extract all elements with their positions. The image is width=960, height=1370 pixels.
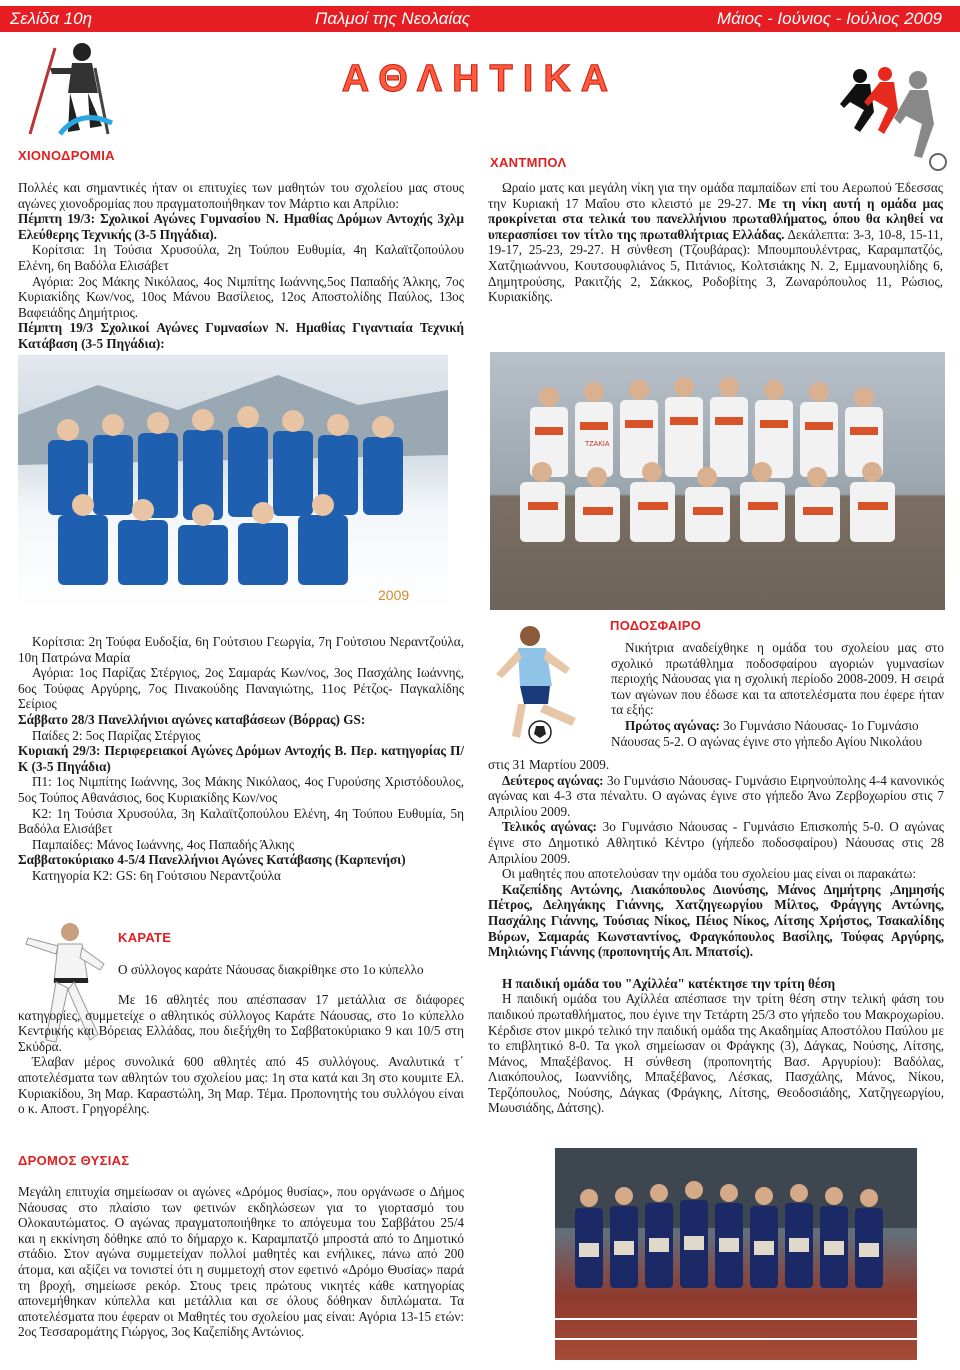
ski-cat: Κατηγορία Κ2: GS: 6η Γούτσιου Νεραντζούλα — [32, 867, 281, 883]
kids-title — [488, 976, 944, 992]
handball-text — [488, 180, 943, 305]
ski-k2: Κ2: 1η Τούσια Χρυσούλα, 3η Καλαϊτζοπούλου Ελένη, 4η Τούπου Ευθυμία, 5η Βαδόλα Ελισάβετ — [18, 805, 464, 837]
footballer-icon — [490, 620, 600, 750]
football-g1-text-a: 3ο Γυμνάσιο Νάουσας- 1ο Γυμνάσιο — [723, 717, 919, 733]
football-g2-text: 3ο Γυμνάσιο Νάουσας- Γυμνάσιο Ειρηνούπολης 4-4 κανονικός αγώνας και 4-3 στα πέναλτυ. Ο αγώνας έγινε στο γήπεδο Άνω Ζερβοχωρίου στις 7 Απριλίου 2009. — [488, 772, 945, 819]
header-bar — [0, 6, 960, 32]
football-g1-line1 — [611, 718, 944, 734]
ski-boys1: Αγόρια: 2ος Μάκης Νικόλαος, 4ος Νιμπίτης Ιωάννης,5ος Παπαδής Άλκης, 7ος Κυριακίδης Κων/νος, 10ος Μάνου Βασίλειος, 12ος Αποστολίδης Παύλος, 13ος Βαφειάδης Δημήτριος. — [18, 273, 464, 320]
kids-title-text: Η παιδική ομάδα του "Αχίλλέα" κατέκτησε την τρίτη θέση — [502, 975, 836, 991]
ski-girls1: Κορίτσια: 1η Τούσια Χρυσούλα, 2η Τούπου Ευθυμία, 4η Καλαϊτζοπούλου Ελένη, 6η Βαδόλα Ελισάβετ — [18, 242, 464, 273]
karate-line1: Ο σύλλογος καράτε Νάουσας διακρίθηκε στο 1ο κύπελλο — [118, 962, 424, 977]
handball-text1: Ωραίο ματς και μεγάλη νίκη για την ομάδα παμπαίδων επί του Αερωπού Έδεσσας την Κυριακή 17 Μαΐου στο κλειστό με 29-27. — [488, 180, 943, 211]
ski-team-photo — [18, 355, 448, 610]
photo-year: 2009 — [378, 587, 410, 603]
football-g1-line2: Νάουσας 5-2. Ο αγώνας έγινε στο γήπεδο Αγίου Νικολάου — [611, 733, 923, 749]
football-players — [488, 882, 944, 960]
football-g2 — [488, 773, 944, 820]
ski-event3 — [18, 712, 464, 728]
handball-para — [488, 180, 943, 305]
section-title: ΑΘΛΗΤΙΚΑ — [341, 58, 619, 100]
kids-text: Η παιδική ομάδα του Αχίλλέα απέσπασε την τρίτη θέση στην τελική φάση του παιδικού πρωταθλήματος, που έγινε την Τετάρτη 25/3 στο γήπεδο του Μακροχωρίου. Κέρδισε στον μικρό τελικό την παιδική ομάδα της Ακαδημίας Αποστόλου Παύλου με το επιβλητικό 8-0. Τα γκολ σημείωσαν οι Φράγκης (3), Δάγκας, Νούσης, Λίτσης, Μάνος, Μπαξέβανος. Η σύνθεση (προπονητής Βασ. Αργυρίου): Βαδόλας, Λιακόπουλος, Ιωαννίδης, Μπαξέβανος, Λέσκας, Πασχάλης, Μάνος, Νίκου, Τερζόπουλος, Νούσης, Δάγκας (Φράγκης, Λίτσης, Θεοδοσιάδης, Χατζηγεωργίου, Μωυσιάδης, Δάτσης). — [488, 991, 944, 1116]
football-g3-label: Τελικός αγώνας: — [502, 819, 597, 835]
football-players-intro: Οι μαθητές που αποτελούσαν την ομάδα του σχολείου μας είναι οι παρακάτω: — [502, 866, 917, 882]
ski-p1: Π1: 1ος Νιμπίτης Ιωάννης, 3ος Μάκης Νικόλαος, 4ος Γυρούσης Χριστόδουλος, 5ος Τούπος Αθανάσιος, 6ος Κυριακίδης Κων/νος — [18, 774, 464, 805]
ski-text-top — [18, 180, 464, 352]
football-g1-label: Πρώτος αγώνας: — [625, 717, 720, 733]
ski-event3-text: Σάββατο 28/3 Πανελλήνιοι αγώνες καταβάσεων (Βόρρας) GS: — [18, 711, 366, 727]
football-g1-line3: στις 31 Μαρτίου 2009. — [488, 757, 610, 772]
ski-title: ΧΙΟΝΟΔΡΟΜΙΑ — [18, 148, 115, 163]
issue-date: Μάιος - Ιούνιος - Ιούλιος 2009 — [716, 9, 942, 28]
ski-boys2: Αγόρια: 1ος Παρίζας Στέργιος, 2ος Σαμαράς Κων/νος, 3ος Πασχάλης Ιωάννης, 6ος Τούφας Αργύρης, 7ος Πινακούδης Παναγιώτης, 11ος Ρέτζος- Παγκαλίδης Σείριος — [18, 665, 464, 712]
newspaper-name: Παλμοί της Νεολαίας — [315, 9, 471, 28]
ski-event4 — [18, 743, 464, 774]
ski-girls2: Κορίτσια: 2η Τούφα Ευδοξία, 6η Γούτσιου Γεωργία, 7η Γούτσιου Νεραντζούλα, 10η Πατρώνα Μαρία — [18, 634, 464, 665]
football-players-text: Καζεπίδης Αντώνης, Λιακόπουλος Διονύσης, Μάνος Δημήτρης ,Δημησής Πέτρος, Δεληγάκης Γιάννης, Χατζηγεωργίου Μίλτος, Φράγγης Αντώνης, Πασχάλης Γιάννης, Τούσιας Νίκος, Πέιος Νίκος, Λίτσης Χρήστος, Τσακαλίδης Βύρων, Σαμαράς Κωνσταντίνος, Φραγκόπουλος Βασίλης, Τούφας Αργύρης, Μηλιώνης Γιάννης (προπονητής Απ. Μπατσίς). — [488, 881, 944, 960]
football-g3-text: 3ο Γυμνάσιο Νάουσας - Γυμνάσιο Επισκοπής 5-0. Ο αγώνας έγινε στο Δημοτικό Αθλητικό Κέντρο (γήπεδο ποδοσφαίρου) Νάουσας στις 28 Απριλίου 2009. — [488, 819, 944, 866]
race-title: ΔΡΟΜΟΣ ΘΥΣΙΑΣ — [18, 1153, 130, 1168]
ski-event2 — [18, 320, 464, 351]
ski-event5-text: Σαββατοκύριακο 4-5/4 Πανελλήνιοι Αγώνες Κατάβασης (Καρπενήσι) — [18, 852, 406, 868]
skier-icon — [20, 38, 120, 138]
ski-event2-text: Πέμπτη 19/3 Σχολικοί Αγώνες Γυμνασίων Ν. Ημαθίας Γιγαντιαία Τεχνική Κατάβαση (3-5 Πηγάδια): — [18, 320, 464, 351]
football-g3 — [488, 819, 944, 866]
ski-event1-text: Πέμπτη 19/3: Σχολικοί Αγώνες Γυμνασίου Ν. Ημαθίας Δρόμων Αντοχής 3χλμ Ελεύθερης Τεχνικής (3-5 Πηγάδια). — [18, 211, 464, 242]
ski-event1 — [18, 211, 464, 242]
race-photo — [555, 1148, 917, 1360]
karate-text — [18, 992, 464, 1117]
race-text: Μεγάλη επιτυχία σημείωσαν οι αγώνες «Δρόμος θυσίας», που οργάνωσε ο Δήμος Νάουσας στο πλαίσιο των φετινών εκδηλώσεων για το γιορτασμό του Ολοκαυτώματος. Ο αγώνας πραγματοποιήθηκε το απόγευμα του Σαββάτου 25/4 και η εκκίνηση δόθηκε από το δήμαρχο κ. Καραμπατζό μπροστά από το Δημοτικό στάδιο. Στον αγώνα συμμετείχαν πολλοί μαθητές και ενήλικες, πάνω από 200 άτομα, και αξίζει να τονιστεί ότι η συμμετοχή στον εφετινό «Δρόμο Θυσίας» παρά τη βροχή, σημείωσε ρεκόρ. Στους τρεις πρώτους νικητές κάθε κατηγορίας απονεμήθηκαν κύπελλα και μετάλλια και σε όλους δόθηκαν διπλώματα. Τα αποτελέσματα που έφεραν οι Μαθητές του σχολείου μας είναι: Αγόρια 13-15 ετών: 2ος Τεσσαρομάτης Γιώργος, 3ος Καζεπίδης Αντώνιος. — [18, 1184, 464, 1340]
karate-title: ΚΑΡΑΤΕ — [118, 930, 172, 945]
ski-pamp: Παμπαίδες: Μάνος Ιωάννης, 4ος Παπαδής Άλκης — [32, 836, 295, 852]
handball-team-photo — [490, 352, 945, 610]
football-text-top — [611, 640, 944, 749]
ski-text-bottom — [18, 634, 464, 884]
handball-title: ΧΑΝΤΜΠΟΛ — [490, 155, 567, 170]
ski-event5 — [18, 852, 464, 868]
karate-para2: Έλαβαν μέρος συνολικά 600 αθλητές από 45 συλλόγους. Αναλυτικά τ΄ αποτελέσματα των αθλητών του σχολείου μας: 1η στα κατά και 3η στο κουμιτε Ελ. Κυριακίδου, 3η Μαρ. Καραστώλη, 3η Μαρ. Τέμα. Προπονητής του συλλόγου είναι ο κ. Αποστ. Γρηγορέλης. — [18, 1054, 464, 1117]
football-g2-label: Δεύτερος αγώνας: — [502, 772, 604, 788]
page-number: Σελίδα 10η — [10, 9, 93, 28]
ski-line3: Παίδες 2: 5ος Παρίζας Στέργιος — [32, 727, 201, 743]
ski-intro: Πολλές και σημαντικές ήταν οι επιτυχίες των μαθητών του σχολείου μας στους αγώνες χιονοδρομίας που πραγματοποιήθηκαν τον Μάρτιο και Απρίλιο: — [18, 180, 464, 211]
ski-event4-text: Κυριακή 29/3: Περιφερειακοί Αγώνες Δρόμων Αντοχής Β. Περ. κατηγορίας Π/Κ (3-5 Πηγάδια) — [18, 743, 464, 774]
football-text-main — [488, 757, 944, 1116]
karate-para1: Με 16 αθλητές που απέσπασαν 17 μετάλλια σε διάφορες κατηγορίες, συμμετείχε ο αθλητικός σύλλογος Καράτε Νάουσας, στο 1ο κύπελλο Κεντρικής και Βόρειας Ελλάδας, που διεξήχθη το Σαββατοκύριακο 9 και 10/5 στη Σκύδρα. — [18, 992, 464, 1054]
football-title: ΠΟΔΟΣΦΑΙΡΟ — [610, 618, 702, 633]
runners-icon — [830, 62, 955, 172]
handball-text2: Δεκάλεπτα: 3-3, 10-8, 15-11, 19-17, 25-23, 29-27. Η σύνθεση (Τζουβάρας): Μπουμπουλέντρας, Καραμπατζός, Χατζηιωάννου, Κουτσουφλιάνος 5, Πιτάνιος, Κολτσιάκης Ν. 2, Εμμανουηλίδης 6, Δημητρούσης, Ρακιτζής 2, Σάκκος, Ροδοβίτης 3, Ζωναρόπουλος 11, Ρώσιος, Κυριακίδης. — [488, 226, 943, 305]
football-intro: Νικήτρια αναδείχθηκε η ομάδα του σχολείου μας στο σχολικό πρωτάθλημα ποδοσφαίρου αγοριών γυμνασίων περιοχής Νάουσας για η σχολική περίοδο 2008-2009. Η σειρά των αγώνων που έδωσε και τα αποτελέσματα που έφερε ήταν τα εξής: — [611, 640, 944, 718]
handball-bold: Με τη νίκη αυτή η ομάδα μας προκρίνεται στα τελικά του πανελλήνιου πρωταθλήματος, όπου θα κληθεί να υπερασπίσει τον τίτλο της πρωταθλήτριας Ελλάδας. — [488, 195, 943, 242]
jersey-text: ΤΖΑΚΙΑ — [585, 441, 610, 448]
